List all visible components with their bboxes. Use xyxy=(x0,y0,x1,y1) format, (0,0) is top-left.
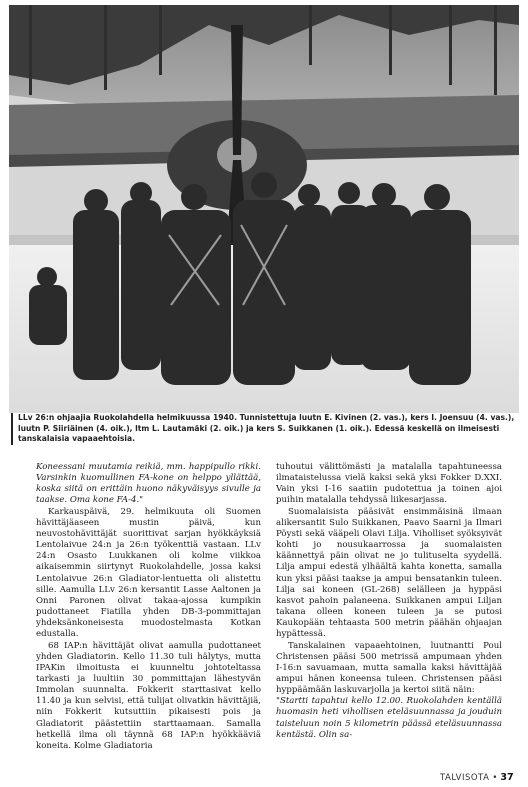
footer-separator: • xyxy=(492,773,498,783)
photo-pilots-and-aircraft-icon xyxy=(9,5,519,413)
paragraph: Karkauspäivä, 29. helmikuuta oli Suomen hävittäjäaseen mustin päivä, kun neuvostohävittäjät suorittivat sarjan hyökkäyksiä Lentolaivue 24:n ja 26:n työkenttiä vastaan. LLv 24:n Osasto Luukkanen oli kolme viikkoa aikaisemmin siirtynyt Ruokolahdelle, jossa kaksi Lentolaivue 26:n Gladiator-lentuetta oli alistettu sille. Aamulla LLv 26:n kersantit Lasse Aaltonen ja Onni Paronen olivat takaa-ajossa kumpikin pudottaneet Fiatilla yhden DB-3-pommittajan yhdeksänkoneisesta muodostelmasta Kotkan edustalla. xyxy=(36,506,261,640)
paragraph: Suomalaisista pääsivät ensimmäisinä ilmaan alikersantit Sulo Suikkanen, Paavo Saarni ja Ilmari Pöysti sekä vääpeli Olavi Lilja. Viholliset syöksyivät kohti jo nousukaarrossa ja suomalaisten käännettyä päin olivat ne jo tulituselta syydellä. Lilja ampui edestä ylhäältä kahta konetta, samalla kun yksi pääsi taakse ja ampui bensatankin tuleen. Lilja sai koneen (GL-268) selälleen ja hyppäsi kasvot pahoin palaneena. Suikkanen ampui Liljan takana olleen koneen tuleen ja se putosi Kaukopään tehtaasta 500 metrin päähän ohjaajan hypättessä. xyxy=(276,506,502,640)
page-number: 37 xyxy=(500,772,514,783)
archival-photo xyxy=(9,5,519,413)
magazine-name: TALVISOTA xyxy=(440,773,490,783)
paragraph: 68 IAP:n hävittäjät olivat aamulla pudottaneet yhden Gladiatorin. Kello 11.30 tuli hälytys, mutta IPAKin ilmoitusta ei kuunneltu johtoteltassa tarkasti ja luultiin 30 pommittajan lähestyvän Immolan suunnalta. Fokkerit starttasivat kello 11.40 ja kun selvisi, että tulijat olivatkin hävittäjiä, niin Fokkerit kutsuttiin pikaisesti pois ja Gladiatorit päästettiin starttaamaan. Samalla hetkellä ilma oli täynnä 68 IAP:n hyökkääviä koneita. Kolme Gladiatoria xyxy=(36,640,261,751)
paragraph: Koneessani muutamia reikiä, mm. happipullo rikki. Varsinkin kuomullinen FA-kone on helppo yllättää, koska siitä on erittäin huono näkyväisyys sivulle ja taakse. Oma kone FA-4." xyxy=(36,462,261,506)
quote-paragraph: "Startti tapahtui kello 12.00. Ruokolahden kentällä huomasin heti vihollisen eteläsuunnassa ja jouduin taisteluun noin 5 kilometrin päässä eteläsuunnassa kentästä. Olin sa- xyxy=(276,696,502,740)
article-right-column xyxy=(276,462,502,741)
page-footer xyxy=(440,772,514,783)
photo-caption: LLv 26:n ohjaajia Ruokolahdella helmikuussa 1940. Tunnistettuja luutn E. Kivinen (2. vas.), kers I. Joensuu (4. vas.), luutn P. Siiriäinen (4. oik.), ltm L. Lautamäki (2. oik.) ja kers S. Suikkanen (1. oik.). Edessä keskellä on ilmeisesti tanskalaisia vapaaehtoisia. xyxy=(11,413,519,445)
paragraph: Tanskalainen vapaaehtoinen, luutnantti Poul Christensen pääsi 500 metrissä ampumaan yhden I-16:n savuamaan, mutta samalla kaksi hävittäjää ampui hänen koneensa tuleen. Christensen pääsi hyppäämään laskuvarjolla ja kertoi siitä näin: xyxy=(276,640,502,696)
article-left-column xyxy=(36,462,261,752)
paragraph: tuhoutui välittömästi ja matalalla tapahtuneessa ilmataistelussa vielä kaksi sekä yksi Fokker D.XXI. Vain yksi I-16 saatiin pudotettua ja toinen ajoi puihin matalalla tehdyssä liikesarjassa. xyxy=(276,462,502,506)
